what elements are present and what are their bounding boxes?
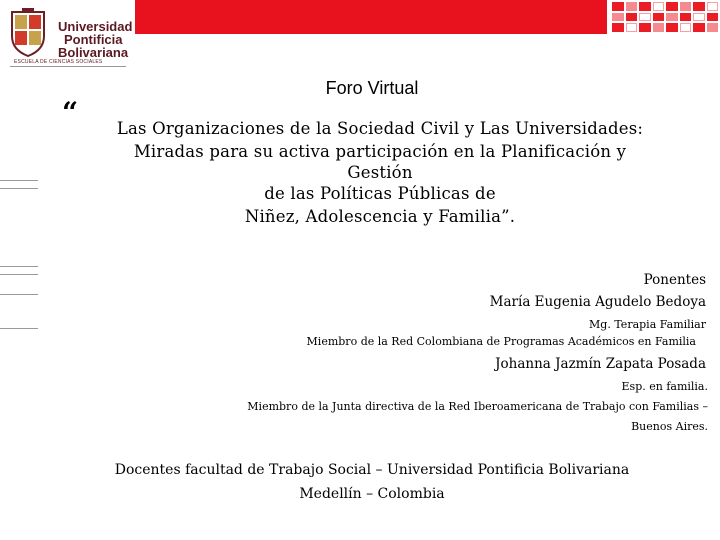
footer-line-1: Docentes facultad de Trabajo Social – Universidad Pontificia Bolivariana: [114, 462, 630, 478]
event-title: [70, 118, 690, 228]
title-line: Las Organizaciones de la Sociedad Civil y Las Universidades:: [116, 119, 644, 138]
open-quote: “: [62, 96, 79, 129]
speaker-2-degree: Esp. en familia.: [621, 380, 708, 393]
title-line: Gestión: [347, 163, 413, 182]
footer-line-2: Medellín – Colombia: [299, 486, 445, 502]
speaker-2-name: Johanna Jazmín Zapata Posada: [495, 356, 706, 372]
logo-subtitle: ESCUELA DE CIENCIAS SOCIALES: [14, 59, 103, 65]
event-name: Foro Virtual: [325, 78, 419, 98]
header-red-bar: [135, 0, 607, 34]
title-line: Miradas para su activa participación en la Planificación y: [133, 141, 627, 161]
speakers-heading: Ponentes: [643, 272, 706, 288]
speaker-1-affiliation: Miembro de la Red Colombiana de Programas Académicos en Familia: [306, 335, 696, 348]
crest-icon: [8, 8, 48, 58]
speaker-1-degree: Mg. Terapia Familiar: [589, 318, 706, 331]
logo-line-2: Pontificia: [64, 32, 123, 47]
side-decoration: [0, 180, 40, 330]
logo-line-1: Universidad: [58, 19, 133, 34]
title-line: de las Políticas Públicas de: [264, 184, 496, 203]
speaker-2-affiliation-line-2: Buenos Aires.: [631, 420, 708, 433]
logo-line-3: Bolivariana: [58, 45, 129, 60]
speaker-1-name: María Eugenia Agudelo Bedoya: [489, 294, 706, 310]
title-line: Niñez, Adolescencia y Familia”.: [244, 206, 516, 226]
logo-divider: [10, 66, 126, 67]
logo-wordmark: [58, 20, 132, 59]
speaker-2-affiliation-line-1: Miembro de la Junta directiva de la Red Iberoamericana de Trabajo con Familias –: [247, 400, 708, 413]
header-pattern: [610, 0, 720, 34]
